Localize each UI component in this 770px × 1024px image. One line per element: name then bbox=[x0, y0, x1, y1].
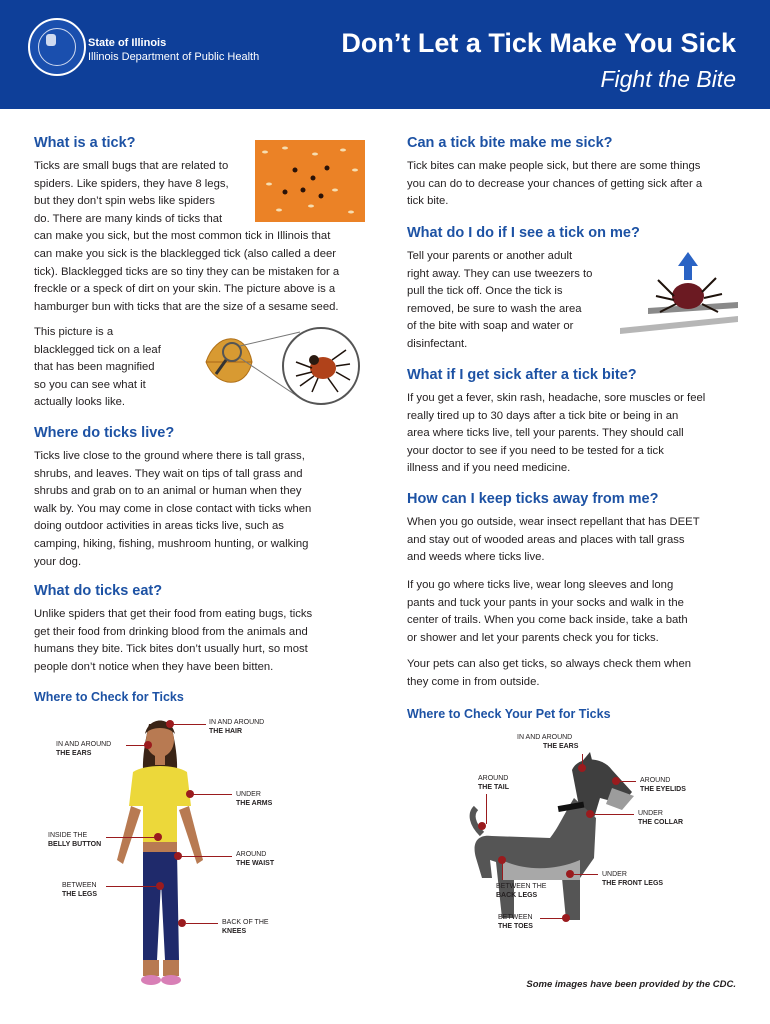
marker-dot-dog-front-legs bbox=[566, 870, 574, 878]
marker-dot-dog-back-legs bbox=[498, 856, 506, 864]
label-belly-button: INSIDE THE BELLY BUTTON bbox=[48, 832, 102, 848]
tweezers-removing-tick-illustration bbox=[618, 248, 740, 338]
marker-dot-waist bbox=[174, 852, 182, 860]
marker-dot-dog-toes bbox=[562, 914, 570, 922]
pointer-line bbox=[502, 862, 503, 880]
marker-dot-ears bbox=[144, 741, 152, 749]
label-dog-tail: AROUND THE TAIL bbox=[478, 775, 509, 791]
label-legs: BETWEEN THE LEGS bbox=[62, 882, 98, 898]
keep-ticks-away-text-1: When you go outside, wear insect repellant that has DEET and stay out of wooded areas and places with tall grass and weeds where ticks live. bbox=[407, 516, 700, 564]
tick-bite-sick-text: Tick bites can make people sick, but there are some things you can do to decrease your chances of getting sick after a tick bite. bbox=[407, 160, 703, 208]
heading-see-tick: What do I do if I see a tick on me? bbox=[407, 225, 640, 241]
sick-after-bite-text: If you get a fever, skin rash, headache, sore muscles or feel really tired up to 30 days after a tick bite or being in an area where ticks live, tell your parents. They should call your doctor to see if you need to be tested for a tick illness and if you need medicine. bbox=[407, 392, 706, 475]
marker-dot-legs bbox=[156, 882, 164, 890]
pointer-line bbox=[486, 794, 487, 824]
pointer-line bbox=[594, 814, 634, 815]
leaf-tick-caption: This picture is a blacklegged tick on a leaf that has been magnified so you can see what it actually looks like. bbox=[34, 326, 161, 409]
see-tick-text: Tell your parents or another adult right away. They can use tweezers to pull the tick off. Once the tick is removed, be sure to wash the area of the bite with soap and water or disinfectant. bbox=[407, 250, 593, 350]
pointer-line bbox=[618, 781, 636, 782]
label-dog-ears: IN AND AROUND THE EARS bbox=[517, 734, 579, 750]
label-dog-eyelids: AROUND THE EYELIDS bbox=[640, 777, 686, 793]
document-subtitle: Fight the Bite bbox=[600, 66, 736, 92]
pointer-line bbox=[192, 794, 232, 795]
pointer-line bbox=[180, 856, 232, 857]
heading-sick-after-bite: What if I get sick after a tick bite? bbox=[407, 367, 637, 383]
marker-dot-dog-collar bbox=[586, 810, 594, 818]
marker-dot-hair bbox=[166, 720, 174, 728]
pointer-line bbox=[106, 837, 156, 838]
marker-dot-dog-tail bbox=[478, 822, 486, 830]
label-dog-toes: BETWEEN THE TOES bbox=[498, 914, 533, 930]
image-credit: Some images have been provided by the CDC. bbox=[526, 979, 736, 990]
pointer-line bbox=[172, 724, 206, 725]
label-knees: BACK OF THE KNEES bbox=[222, 919, 269, 935]
heading-what-is-tick: What is a tick? bbox=[34, 135, 136, 151]
keep-ticks-away-text-3: Your pets can also get ticks, so always check them when they come in from outside. bbox=[407, 658, 692, 688]
label-dog-front-legs: UNDER THE FRONT LEGS bbox=[602, 871, 664, 887]
pointer-line bbox=[186, 923, 218, 924]
department-name: Illinois Department of Public Health bbox=[88, 51, 260, 63]
header-banner bbox=[0, 0, 770, 109]
heading-keep-ticks-away: How can I keep ticks away from me? bbox=[407, 491, 659, 507]
heading-what-ticks-eat: What do ticks eat? bbox=[34, 583, 163, 599]
marker-dot-belly bbox=[154, 833, 162, 841]
what-ticks-eat-text: Unlike spiders that get their food from eating bugs, ticks get their food from drinking blood from the animals and humans they bite. Tick bites don’t usually hurt, so most people don’t notice when they have been bitten. bbox=[34, 608, 313, 673]
where-ticks-live-text: Ticks live close to the ground where there is tall grass, shrubs, and leaves. They wait on tips of tall grass and shrubs and grab on to an animal or human when they walk by. You may come in close contact with ticks when doing outdoor activities in areas ticks live, such as camping, hiking, fishing, mushroom hunting, or walking your dog. bbox=[34, 450, 312, 568]
heading-tick-bite-sick: Can a tick bite make me sick? bbox=[407, 135, 613, 151]
keep-ticks-away-text-2: If you go where ticks live, wear long sleeves and long pants and tuck your pants in your socks and walk in the center of trails. When you come back inside, take a bath or shower and let your parents check you for ticks. bbox=[407, 579, 688, 644]
marker-dot-arms bbox=[186, 790, 194, 798]
label-dog-back-legs: BETWEEN THE BACK LEGS bbox=[496, 883, 547, 899]
girl-tick-check-illustration bbox=[105, 710, 215, 995]
label-hair: IN AND AROUND THE HAIR bbox=[209, 719, 265, 735]
label-dog-collar: UNDER THE COLLAR bbox=[638, 810, 684, 826]
what-is-tick-text: Ticks are small bugs that are related to spiders. Like spiders, they have 8 legs, but they don’t spin webs like spiders do. There are many kinds of ticks that can make you sick, but the most common tick in Illinois that can make you sick is the blacklegged tick (also called a deer tick). Blacklegged ticks are so tiny they can be mistaken for a freckle or a speck of dirt on your skin. The picture above is a hamburger bun with ticks that are the size of a sesame seed. bbox=[34, 160, 340, 313]
heading-where-check-pet: Where to Check Your Pet for Ticks bbox=[407, 707, 611, 721]
marker-dot-dog-eyelids bbox=[612, 777, 620, 785]
pointer-line bbox=[540, 918, 564, 919]
heading-where-check-ticks: Where to Check for Ticks bbox=[34, 690, 184, 704]
pointer-line bbox=[574, 874, 598, 875]
marker-dot-dog-ears bbox=[578, 764, 586, 772]
label-arms: UNDER THE ARMS bbox=[236, 791, 273, 807]
state-seal-logo bbox=[28, 18, 86, 76]
label-ears: IN AND AROUND THE EARS bbox=[56, 741, 112, 757]
label-waist: AROUND THE WAIST bbox=[236, 851, 275, 867]
heading-where-ticks-live: Where do ticks live? bbox=[34, 425, 175, 441]
magnified-tick-on-leaf-illustration bbox=[196, 322, 366, 412]
pointer-line bbox=[126, 745, 146, 746]
document-title: Don’t Let a Tick Make You Sick bbox=[341, 28, 736, 58]
org-name: State of Illinois bbox=[88, 37, 167, 49]
pointer-line bbox=[106, 886, 156, 887]
marker-dot-knees bbox=[178, 919, 186, 927]
